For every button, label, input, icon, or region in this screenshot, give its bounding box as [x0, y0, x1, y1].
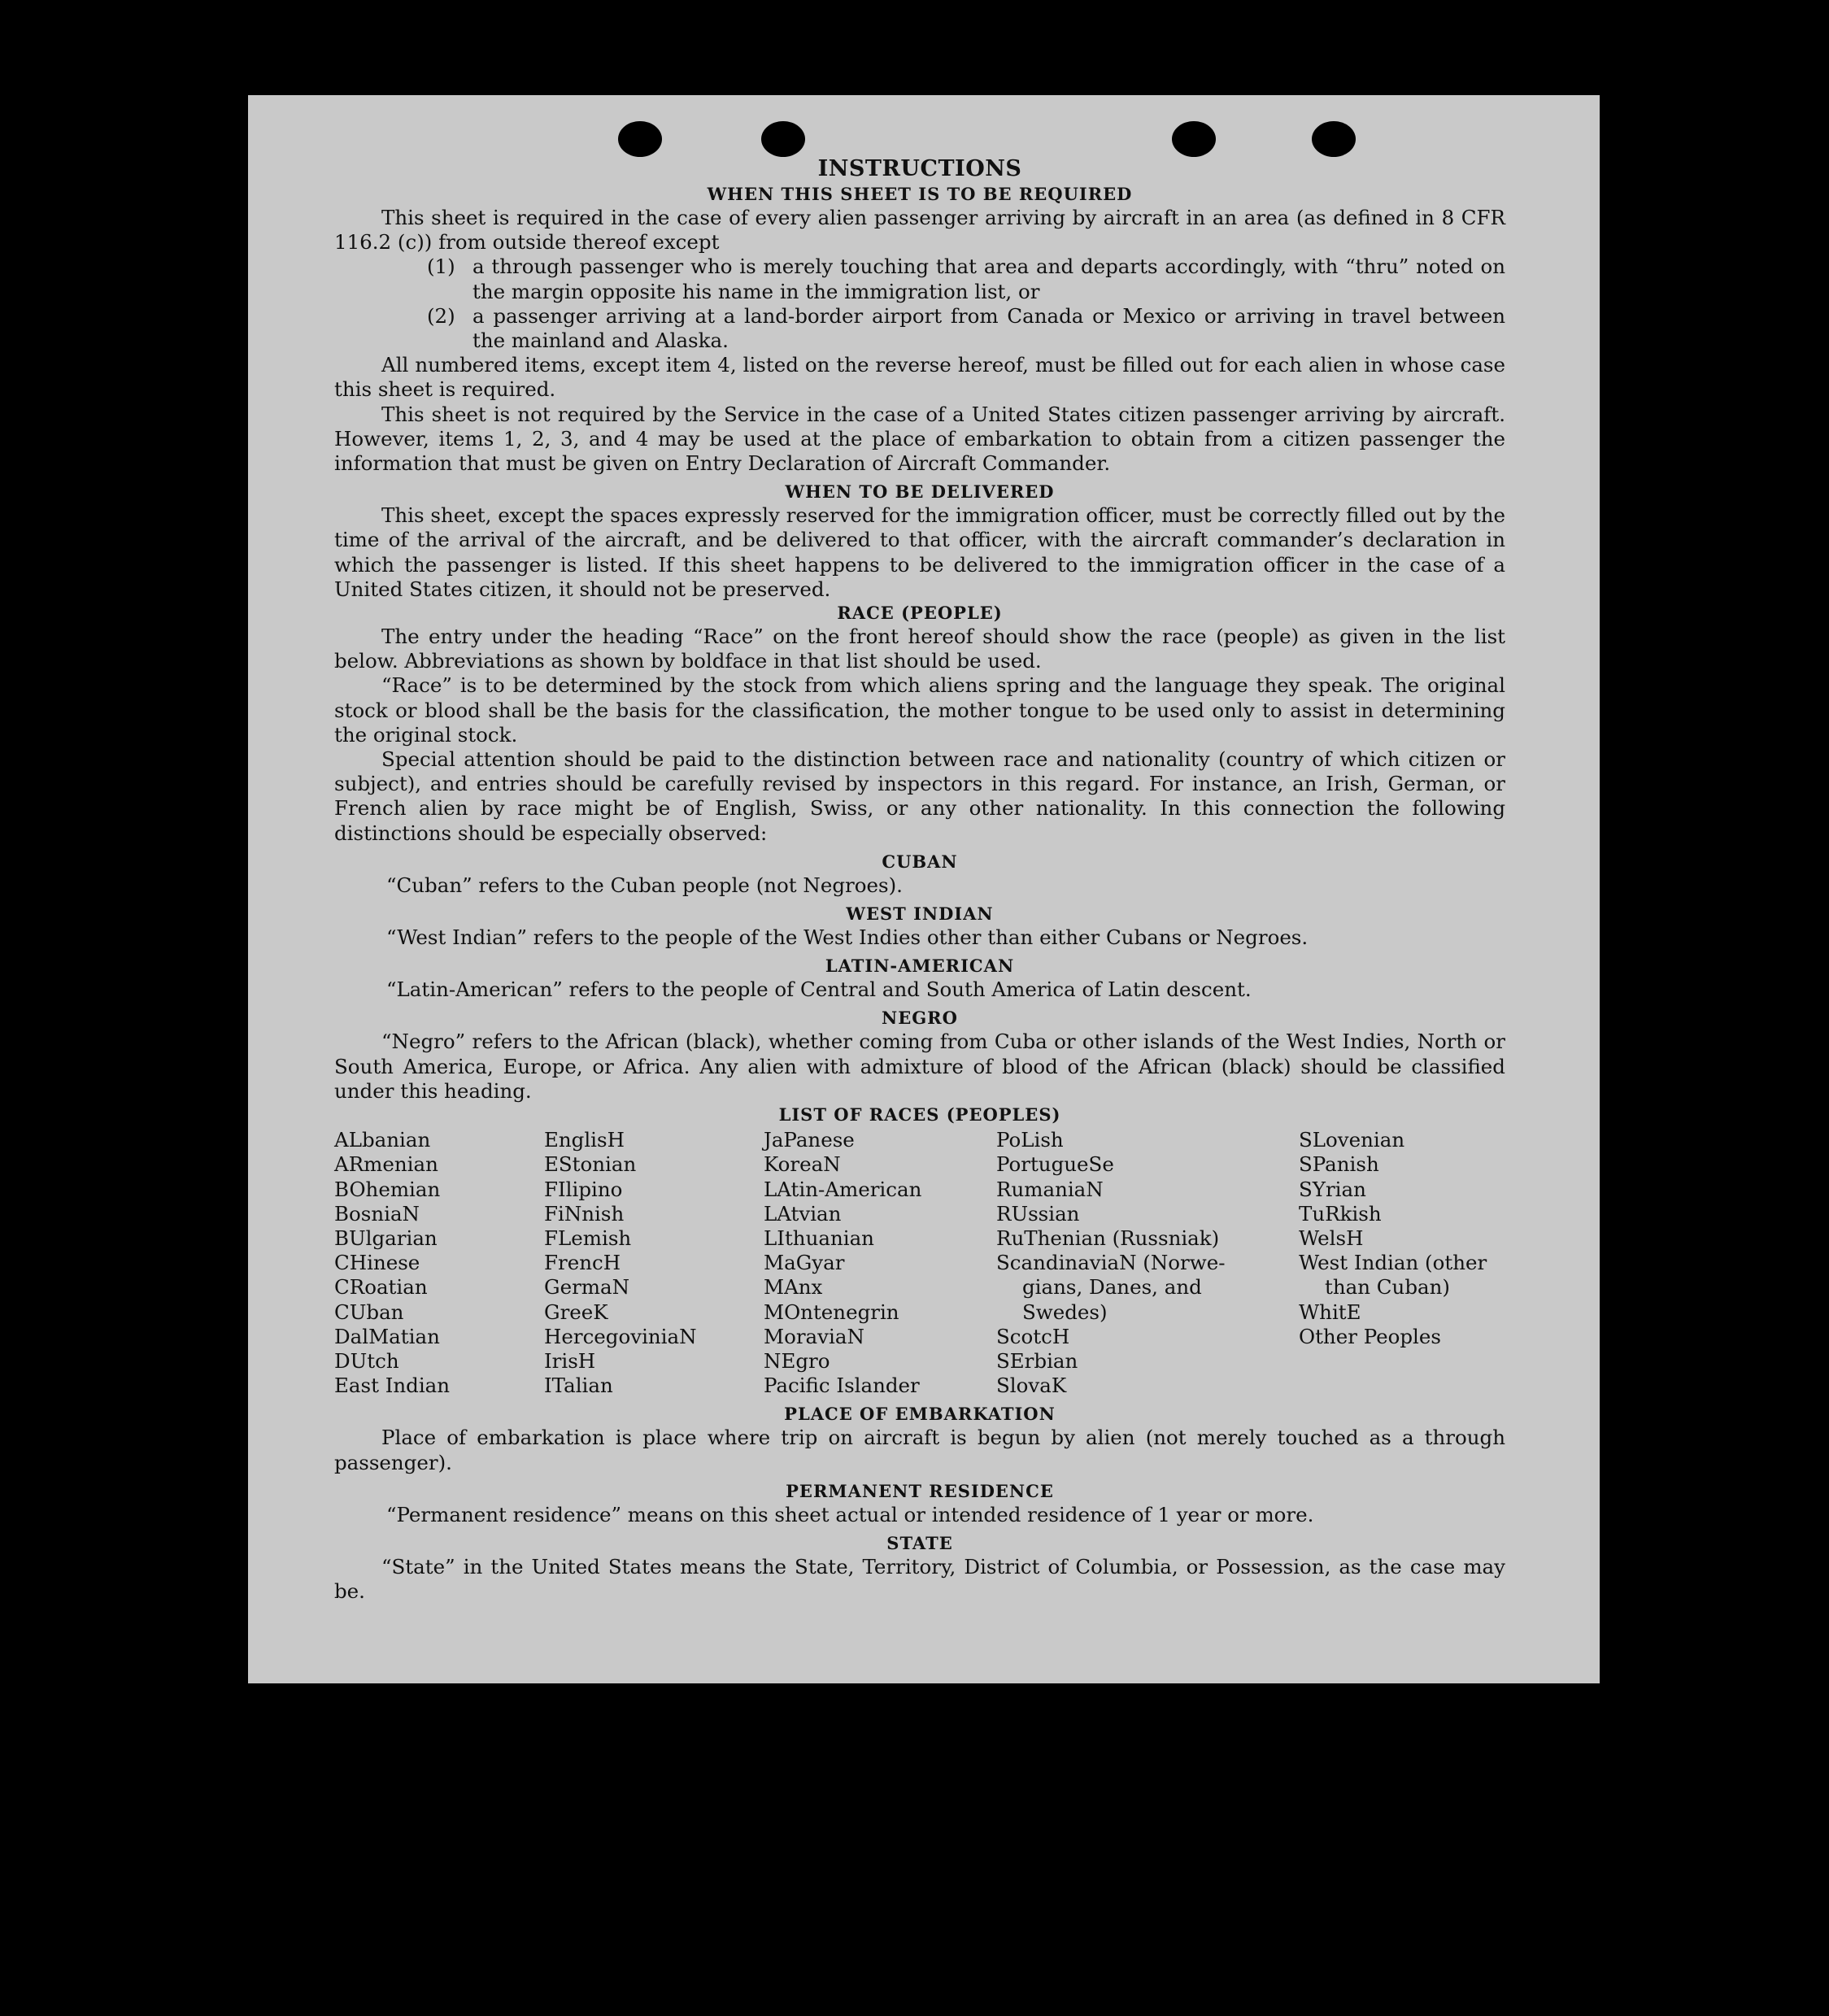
race-entry: PoLish [996, 1128, 1064, 1152]
heading-cuban: CUBAN [882, 851, 958, 872]
race-entry: BOhemian [334, 1177, 441, 1201]
race-entry: LIthuanian [764, 1226, 874, 1250]
list-item [427, 255, 1505, 303]
item-text: a through passenger who is merely touching that area and departs accordingly, with “thru” noted on the margin opposite his name in the immigration list, or [472, 255, 1505, 303]
race-entry: FIlipino [544, 1177, 623, 1201]
item-number: (2) [427, 303, 455, 328]
heading-latin-american: LATIN-AMERICAN [825, 956, 1015, 977]
paragraph: “State” in the United States means the State, Territory, District of Columbia, or Possession, as the case may be. [334, 1554, 1505, 1604]
paragraph: This sheet, except the spaces expressly reserved for the immigration officer, must be correctly filled out by the time of the arrival of the aircraft, and be delivered to that officer, with the aircraft commander’s declaration in which the passenger is listed. If this sheet happens to be delivered to the immigration officer in the case of a United States citizen, it should not be preserved. [334, 503, 1505, 601]
page-title: INSTRUCTIONS [817, 156, 1022, 181]
paragraph: “Negro” refers to the African (black), whether coming from Cuba or other islands of the West Indies, North or South America, Europe, or Africa. Any alien with admixture of blood of the African (black) should be classified under this heading. [334, 1030, 1505, 1103]
race-entry: EStonian [544, 1152, 637, 1177]
race-entry: CRoatian [334, 1275, 428, 1300]
race-entry: HercegoviniaN [544, 1324, 697, 1348]
paragraph: All numbered items, except item 4, listed on the reverse hereof, must be filled out for each alien in whose case this sheet is required. [334, 353, 1505, 402]
race-entry: SErbian [996, 1348, 1078, 1373]
punch-hole [761, 121, 805, 157]
paragraph: “Latin-American” refers to the people of Central and South America of Latin descent. [386, 978, 1252, 1002]
paragraph: The entry under the heading “Race” on the front hereof should show the race (people) as given in the list below. Abbreviations as shown by boldface in that list should be used. [334, 625, 1505, 673]
paragraph: “West Indian” refers to the people of the West Indies other than either Cubans or Negroes. [386, 925, 1309, 950]
races-column [764, 1128, 996, 1398]
race-entry: ALbanian [334, 1128, 431, 1152]
race-entry: ScandinaviaN (Norwe- [996, 1251, 1226, 1275]
races-column [334, 1128, 544, 1398]
race-entry: SPanish [1299, 1152, 1379, 1177]
race-entry-continued: than Cuban) [1325, 1275, 1450, 1300]
race-entry-continued: gians, Danes, and [1022, 1275, 1202, 1300]
race-entry: IrisH [544, 1348, 596, 1373]
races-column [544, 1128, 764, 1398]
race-entry: DUtch [334, 1348, 399, 1373]
race-entry: SYrian [1299, 1177, 1366, 1201]
race-entry: LAtvian [764, 1201, 842, 1226]
race-entry: ScotcH [996, 1324, 1070, 1348]
heading-west-indian: WEST INDIAN [846, 903, 994, 925]
paragraph: This sheet is not required by the Service in the case of a United States citizen passenger arriving by aircraft. However, items 1, 2, 3, and 4 may be used at the place of embarkation to obtain from a citizen passenger the information that must be given on Entry Declaration of Aircraft Commander. [334, 402, 1505, 476]
heading-list-of-races: LIST OF RACES (PEOPLES) [778, 1104, 1061, 1126]
paragraph: Special attention should be paid to the distinction between race and nationality (country of which citizen or subject), and entries should be carefully revised by inspectors in this regard. For instance, an Irish, German, or French alien by race might be of English, Swiss, or any other nationality. In this connection the following distinctions should be especially observed: [334, 747, 1505, 845]
paragraph: “Race” is to be determined by the stock from which aliens spring and the language they speak. The original stock or blood shall be the basis for the classification, the mother tongue to be used only to assist in determining the original stock. [334, 673, 1505, 747]
heading-when-delivered: WHEN TO BE DELIVERED [785, 481, 1055, 503]
item-text: a passenger arriving at a land-border airport from Canada or Mexico or arriving in travel between the mainland and Alaska. [472, 303, 1505, 353]
race-entry: West Indian (other [1299, 1251, 1487, 1275]
punch-hole [1312, 121, 1356, 157]
paragraph: “Cuban” refers to the Cuban people (not Negroes). [386, 873, 903, 897]
race-entry: East Indian [334, 1374, 451, 1398]
race-entry: CUban [334, 1300, 404, 1324]
heading-permanent-residence: PERMANENT RESIDENCE [786, 1480, 1054, 1501]
races-column [996, 1128, 1299, 1398]
heading-negro: NEGRO [882, 1008, 958, 1029]
race-entry: MoraviaN [764, 1324, 864, 1348]
race-entry: DalMatian [334, 1324, 440, 1348]
paragraph: “Permanent residence” means on this sheet actual or intended residence of 1 year or more. [386, 1502, 1314, 1526]
race-entry: JaPanese [764, 1128, 855, 1152]
race-entry: GreeK [544, 1300, 608, 1324]
race-entry: SlovaK [996, 1374, 1067, 1398]
race-entry: EnglisH [544, 1128, 625, 1152]
paragraph: Place of embarkation is place where trip on aircraft is begun by alien (not merely touched as a through passenger). [334, 1426, 1505, 1474]
race-entry: BosniaN [334, 1201, 420, 1226]
race-entry: ITalian [544, 1374, 613, 1398]
race-entry: TuRkish [1299, 1201, 1382, 1226]
races-column [1299, 1128, 1505, 1398]
race-entry: BUlgarian [334, 1226, 438, 1250]
race-entry: ARmenian [334, 1152, 438, 1177]
heading-when-required: WHEN THIS SHEET IS TO BE REQUIRED [707, 184, 1133, 204]
race-entry: PortugueSe [996, 1152, 1114, 1177]
race-entry: KoreaN [764, 1152, 841, 1177]
race-entry: SLovenian [1299, 1128, 1405, 1152]
heading-race: RACE (PEOPLE) [837, 603, 1003, 624]
paragraph: This sheet is required in the case of every alien passenger arriving by aircraft in an area (as defined in 8 CFR 116.2 (c)) from outside thereof except [334, 206, 1505, 255]
race-entry-continued: Swedes) [1022, 1300, 1108, 1324]
race-entry: Pacific Islander [764, 1374, 920, 1398]
instructions-content [334, 155, 1505, 1604]
race-entry: RumaniaN [996, 1177, 1104, 1201]
race-entry: Other Peoples [1299, 1324, 1441, 1348]
punch-hole [1172, 121, 1216, 157]
list-item [427, 304, 1505, 353]
heading-state: STATE [886, 1532, 953, 1553]
document-sheet [248, 95, 1600, 1683]
race-entry: MOntenegrin [764, 1300, 899, 1324]
race-entry: RuThenian (Russniak) [996, 1226, 1220, 1250]
race-entry: NEgro [764, 1348, 830, 1373]
race-entry: FiNnish [544, 1201, 625, 1226]
race-entry: WhitE [1299, 1300, 1361, 1324]
race-entry: GermaN [544, 1275, 630, 1300]
heading-embarkation: PLACE OF EMBARKATION [784, 1404, 1056, 1425]
race-entry: FrencH [544, 1251, 621, 1275]
race-entry: WelsH [1299, 1226, 1364, 1250]
race-entry: LAtin-American [764, 1177, 922, 1201]
race-entry: CHinese [334, 1251, 420, 1275]
race-entry: RUssian [996, 1201, 1080, 1226]
race-entry: FLemish [544, 1226, 632, 1250]
punch-hole [618, 121, 662, 157]
races-list [334, 1128, 1505, 1398]
race-entry: MAnx [764, 1275, 823, 1300]
item-number: (1) [427, 255, 455, 279]
race-entry: MaGyar [764, 1251, 845, 1275]
